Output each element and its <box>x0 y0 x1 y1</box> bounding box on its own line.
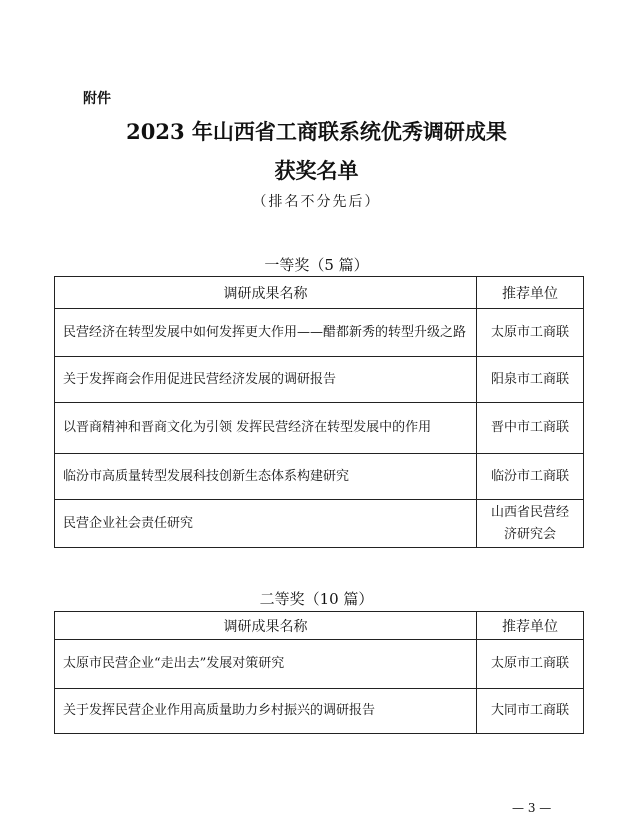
table-row <box>55 309 584 357</box>
column-header-name: 调研成果名称 <box>55 612 477 640</box>
attachment-label: 附件 <box>83 91 111 107</box>
table-row <box>55 500 584 548</box>
column-header-unit: 推荐单位 <box>477 277 584 309</box>
table-row <box>55 403 584 454</box>
table-header-row <box>55 612 584 640</box>
row-name: 关于发挥商会作用促进民营经济发展的调研报告 <box>55 357 477 403</box>
row-unit: 太原市工商联 <box>477 640 584 689</box>
row-unit: 阳泉市工商联 <box>477 357 584 403</box>
row-unit: 山西省民营经济研究会 <box>477 500 584 548</box>
row-unit: 大同市工商联 <box>477 689 584 734</box>
row-name: 民营企业社会责任研究 <box>55 500 477 548</box>
table-row <box>55 454 584 500</box>
document-title-line2: 获奖名单 <box>274 158 359 183</box>
row-name: 关于发挥民营企业作用高质量助力乡村振兴的调研报告 <box>55 689 477 734</box>
row-name: 临汾市高质量转型发展科技创新生态体系构建研究 <box>55 454 477 500</box>
section-heading-first-prize: 一等奖（5 篇） <box>264 256 369 274</box>
table-row <box>55 357 584 403</box>
document-title: 2023 年山西省工商联系统优秀调研成果 <box>126 119 507 144</box>
row-unit: 晋中市工商联 <box>477 403 584 454</box>
row-name: 以晋商精神和晋商文化为引领 发挥民营经济在转型发展中的作用 <box>55 403 477 454</box>
section-heading-second-prize: 二等奖（10 篇） <box>259 590 374 608</box>
row-unit: 太原市工商联 <box>477 309 584 357</box>
row-name: 民营经济在转型发展中如何发挥更大作用——醋都新秀的转型升级之路 <box>55 309 477 357</box>
row-name: 太原市民营企业“走出去”发展对策研究 <box>55 640 477 689</box>
column-header-name: 调研成果名称 <box>55 277 477 309</box>
table-header-row <box>55 277 584 309</box>
subtitle: （排名不分先后） <box>252 194 381 210</box>
page-number: — 3 — <box>512 801 552 815</box>
column-header-unit: 推荐单位 <box>477 612 584 640</box>
row-unit: 临汾市工商联 <box>477 454 584 500</box>
first-prize-table <box>54 276 584 548</box>
table-row <box>55 689 584 734</box>
second-prize-table <box>54 611 584 734</box>
table-row <box>55 640 584 689</box>
